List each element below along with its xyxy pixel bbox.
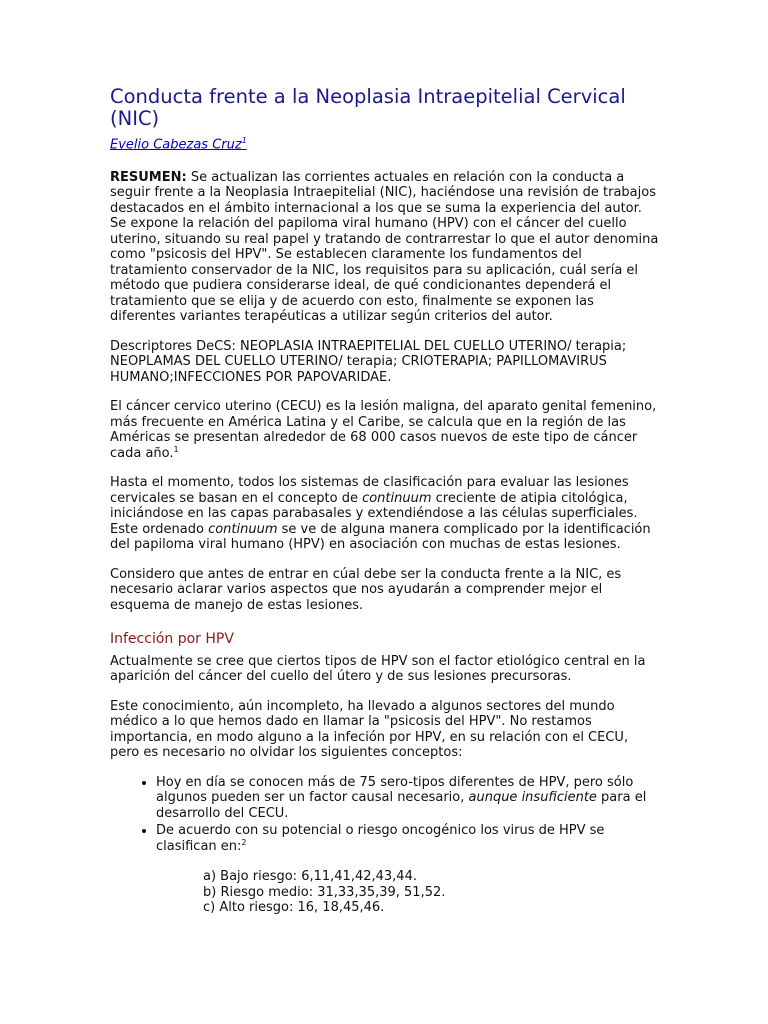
risk-medium: b) Riesgo medio: 31,33,35,39, 51,52. (203, 884, 446, 900)
emphasis-continuum: continuum (208, 521, 278, 537)
descriptors: Descriptores DeCS: NEOPLASIA INTRAEPITELIAL DEL CUELLO UTERINO/ terapia; NEOPLAMAS DEL CUELLO UTERINO/ terapia; CRIOTERAPIA; PAPILLOMAVIRUS HUMANO;INFECCIONES POR PAPOVARIDAE. (110, 338, 627, 385)
list-item-text: De acuerdo con su potencial o riesgo oncogénico los virus de HPV se clasifican en: (156, 823, 605, 854)
risk-low: a) Bajo riesgo: 6,11,41,42,43,44. (203, 869, 417, 885)
author-link[interactable] (110, 133, 660, 153)
author-ref: 1 (241, 136, 247, 145)
paragraph-text: se ve de alguna manera complicado por la identificación del papiloma viral humano (HPV) en asociación con muchas de estas lesiones. (110, 521, 651, 553)
emphasis-continuum: continuum (362, 490, 432, 506)
author-name[interactable]: Evelio Cabezas Cruz (110, 137, 242, 153)
abstract (110, 170, 660, 325)
list-item (156, 775, 660, 822)
emphasis-insuficiente: aunque insuficiente (468, 790, 597, 806)
paragraph-text: Hasta el momento, todos los sistemas de clasificación para evaluar las lesiones cervicales se basan en el concepto de (110, 475, 629, 506)
paragraph-text: creciente de atipia citológica, iniciándose en las capas parabasales y extendiéndose a las células superficiales. Este ordenado (110, 490, 638, 537)
page-title: Conducta frente a la Neoplasia Intraepitelial Cervical (NIC) (110, 85, 626, 130)
list-item (156, 823, 660, 854)
reference-1: 1 (173, 444, 179, 454)
list-item-text: para el desarrollo del CECU. (156, 790, 647, 821)
paragraph-psicosis: Este conocimiento, aún incompleto, ha llevado a algunos sectores del mundo médico a lo que hemos dado en llamar la "psicosis del HPV". No restamos importancia, en modo alguno a la infeción por HPV, en su relación con el CECU, pero es necesario no olvidar los siguientes conceptos: (110, 698, 629, 761)
paragraph-considerations: Considero que antes de entrar en cúal debe ser la conducta frente a la NIC, es necesario aclarar varios aspectos que nos ayudarán a comprender mejor el esquema de manejo de estas lesiones. (110, 566, 622, 613)
reference-2: 2 (241, 837, 247, 847)
paragraph-etiology: Actualmente se cree que ciertos tipos de HPV son el factor etiológico central en la aparición del cáncer del cuello del útero y de sus lesiones precursoras. (110, 653, 646, 685)
abstract-text: Se actualizan las corrientes actuales en relación con la conducta a seguir frente a la Neoplasia Intraepitelial (NIC), haciéndose una revisión de trabajos destacados en el ámbito internacional a los que se suma la experiencia del autor. Se expone la relación del papiloma viral humano (HPV) con el cáncer del cuello uterino, situando su real papel y tratando de contrarrestar lo que el autor denomina como "psicosis del HPV". Se establecen claramente los fundamentos del tratamiento conservador de la NIC, los requisitos para su aplicación, cuál sería el método que pudiera considerarse ideal, de qué condicionantes dependerá el tratamiento que se elija y de acuerdo con esto, finalmente se exponen las diferentes variantes terapéuticas a utilizar según criterios del autor. (110, 169, 659, 325)
paragraph-cecu (110, 399, 660, 461)
concepts-list (110, 775, 660, 855)
paragraph-classification (110, 475, 660, 553)
list-item-text: Hoy en día se conocen más de 75 sero-tipos diferentes de HPV, pero sólo algunos pueden ser un factor causal necesario, (156, 774, 634, 806)
paragraph-cecu-text: El cáncer cervico uterino (CECU) es la lesión maligna, del aparato genital femenino, más frecuente en América Latina y el Caribe, se calcula que en la región de las Américas se presentan alrededor de 68 000 casos nuevos de este tipo de cáncer cada año. (110, 399, 657, 461)
section-heading: Infección por HPV (110, 631, 234, 648)
risk-classification (203, 869, 660, 916)
abstract-label: RESUMEN: (110, 169, 187, 185)
risk-high: c) Alto riesgo: 16, 18,45,46. (203, 900, 385, 916)
